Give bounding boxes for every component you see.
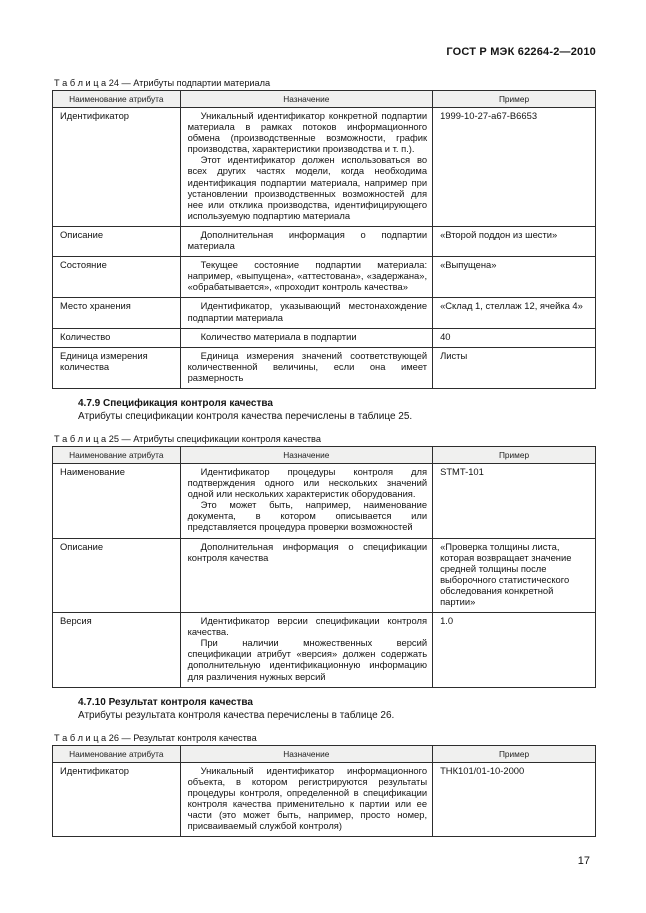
attribute-name-cell: Наименование [53,463,181,538]
attribute-example-cell: 40 [433,328,596,347]
attribute-example-cell: STMT-101 [433,463,596,538]
table25-caption: Т а б л и ц а 25 — Атрибуты спецификации контроля качества [54,433,321,444]
attribute-name-cell: Идентификатор [53,762,181,837]
page-number: 17 [577,855,590,867]
attribute-purpose-cell [180,226,432,256]
attribute-example-cell: 1999-10-27-a67-B6653 [433,108,596,227]
table-row [53,347,596,388]
purpose-paragraph: Уникальный идентификатор информационного объекта, в котором регистрируются результаты процедуры контроля, определенной в спецификации контроля качества применительно к партии или ее части (это может быть, например, просто номер, присваиваемый службой контроля) [187,764,428,832]
column-header-attribute-name: Наименование атрибута [53,91,181,108]
attribute-purpose-cell [180,613,432,688]
column-header-attribute-name: Наименование атрибута [53,745,181,762]
purpose-paragraph: Дополнительная информация о спецификации контроля качества [187,540,428,563]
table26-header-row [53,745,596,762]
attribute-name-cell: Единица измерения количества [53,347,181,388]
purpose-paragraph: Единица измерения значений соответствующей количественной величины, если она имеет размерность [187,349,428,383]
attribute-name-cell: Идентификатор [53,108,181,227]
column-header-example: Пример [433,446,596,463]
table26 [52,745,596,838]
attribute-example-cell: «Выпущена» [433,257,596,298]
table-row [53,463,596,538]
purpose-paragraph: Уникальный идентификатор конкретной подпартии материала в рамках потоков информационного обмена (производственные возможности, график производства, характеристики производства и т. п.). [187,110,428,155]
column-header-example: Пример [433,91,596,108]
column-header-purpose: Назначение [180,745,432,762]
section-text-4-7-9: Атрибуты спецификации контроля качества перечислены в таблице 25. [78,410,413,422]
table-row [53,257,596,298]
attribute-example-cell: «Проверка толщины листа, которая возвращает значение средней толщины после выборочного статистического обследования конкретной партии» [433,538,596,613]
attribute-name-cell: Описание [53,538,181,613]
table25 [52,446,596,688]
table24-header-row [53,91,596,108]
purpose-paragraph: Это может быть, например, наименование документа, в котором описывается или представляется процедура проверки возможностей [187,499,428,533]
attribute-name-cell: Место хранения [53,298,181,328]
attribute-example-cell: «Склад 1, стеллаж 12, ячейка 4» [433,298,596,328]
attribute-name-cell: Количество [53,328,181,347]
column-header-purpose: Назначение [180,91,432,108]
attribute-purpose-cell [180,463,432,538]
table24 [52,90,596,389]
table-row [53,328,596,347]
attribute-purpose-cell [180,538,432,613]
purpose-paragraph: Количество материала в подпартии [200,330,357,342]
purpose-paragraph: Идентификатор процедуры контроля для подтверждения одного или нескольких значений одной или нескольких характеристик оборудования. [187,465,428,500]
document-header: ГОСТ Р МЭК 62264-2—2010 [446,46,596,58]
table-row [53,298,596,328]
attribute-name-cell: Описание [53,226,181,256]
attribute-example-cell: 1.0 [433,613,596,688]
attribute-purpose-cell [180,347,432,388]
attribute-purpose-cell [180,257,432,298]
column-header-example: Пример [433,745,596,762]
attribute-purpose-cell [180,328,432,347]
column-header-purpose: Назначение [180,446,432,463]
purpose-paragraph: При наличии множественных версий спецификации атрибут «версия» должен содержать дополнительную идентификационную информацию для различения нужных версий [187,637,428,682]
purpose-paragraph: Идентификатор, указывающий местонахождение подпартии материала [187,300,428,323]
purpose-paragraph: Идентификатор версии спецификации контроля качества. [187,615,428,638]
attribute-name-cell: Версия [53,613,181,688]
attribute-purpose-cell [180,108,432,227]
section-heading-4-7-9: 4.7.9 Спецификация контроля качества [78,397,273,409]
table25-header-row [53,446,596,463]
table-row [53,613,596,688]
table-row [53,108,596,227]
attribute-name-cell: Состояние [53,257,181,298]
attribute-example-cell: ТНК101/01-10-2000 [433,762,596,837]
section-text-4-7-10: Атрибуты результата контроля качества перечислены в таблице 26. [78,709,395,721]
table-row [53,538,596,613]
table-row [53,226,596,256]
table26-caption: Т а б л и ц а 26 — Результат контроля качества [54,732,257,743]
attribute-example-cell: «Второй поддон из шести» [433,226,596,256]
table-row [53,762,596,837]
purpose-paragraph: Текущее состояние подпартии материала: например, «выпущена», «аттестована», «задержана», «обрабатывается», «проходит контроль качества» [187,259,428,293]
attribute-example-cell: Листы [433,347,596,388]
attribute-purpose-cell [180,298,432,328]
purpose-paragraph: Этот идентификатор должен использоваться во всех других частях модели, когда необходима идентификация подпартии материала, например при установлении производственных возможностей для нее или отклика производства, идентифицирующего используемую подпартию материала [187,154,428,221]
table24-caption: Т а б л и ц а 24 — Атрибуты подпартии материала [54,78,271,88]
column-header-attribute-name: Наименование атрибута [53,446,181,463]
section-heading-4-7-10: 4.7.10 Результат контроля качества [78,696,253,708]
attribute-purpose-cell [180,762,432,837]
purpose-paragraph: Дополнительная информация о подпартии материала [187,228,428,252]
